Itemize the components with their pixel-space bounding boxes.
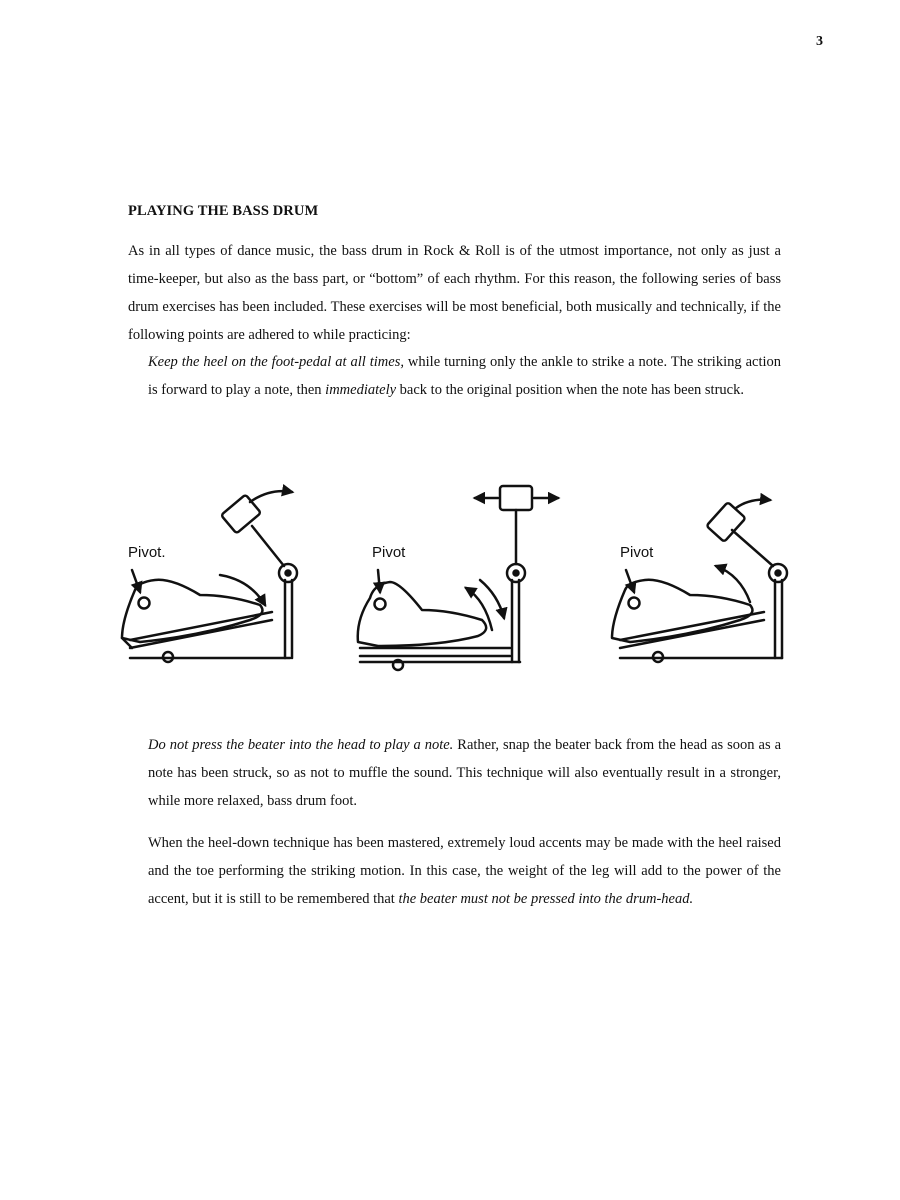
footboard-3 <box>620 612 764 640</box>
pedal-figure-2 <box>358 486 558 670</box>
pivot-label-2: Pivot <box>372 544 406 561</box>
beater-technique-emphasis: Do not press the beater into the head to play a note. <box>148 737 454 753</box>
bass-pedal-illustration <box>100 470 800 690</box>
axle-2-dot <box>514 571 519 576</box>
ankle-3 <box>629 598 640 609</box>
pedal-figure-1 <box>122 491 297 662</box>
accent-technique-paragraph <box>148 829 781 913</box>
beater-arrow-1 <box>250 491 292 502</box>
beater-arrow-3 <box>736 500 770 508</box>
immediately-emphasis: immediately <box>325 382 397 398</box>
section-heading: PLAYING THE BASS DRUM <box>128 203 319 219</box>
axle-1-dot <box>286 571 291 576</box>
accent-technique-text: When the heel-down technique has been mastered, extremely loud accents may be made with the heel raised and the toe performing the striking motion. In this case, the weight of the leg will add to the power of the accent, but it is still to be remembered that <box>148 835 781 907</box>
motion-arrow-2-down <box>480 580 504 618</box>
motion-arrow-2-up <box>466 588 492 630</box>
foot-2 <box>358 582 486 646</box>
footboard-3-lower <box>620 620 764 648</box>
pedal-diagram-svg <box>100 470 800 690</box>
axle-3-dot <box>776 571 781 576</box>
ankle-2 <box>375 599 386 610</box>
beater-shaft-3 <box>732 530 773 566</box>
heel-instruction-text-b: back to the original position when the note has been struck. <box>396 382 744 398</box>
footboard-1 <box>130 612 272 640</box>
intro-paragraph: As in all types of dance music, the bass drum in Rock & Roll is of the utmost importance, not only as just a time-keeper, but also as the bass part, or “bottom” of each rhythm. For this reason, the following series of bass drum exercises has been included. These exercises will be most beneficial, both musically and technically, if the following points are adhered to while practicing: <box>128 243 781 343</box>
beater-head-1 <box>221 495 261 534</box>
pedal-figure-3 <box>612 500 787 662</box>
heel-instruction-text-a: while turning only the ankle to strike a note. The striking action is forward to play a note, then <box>148 354 781 398</box>
beater-technique-text: Rather, snap the beater back from the head as soon as a note has been struck, so as not to muffle the sound. This technique will also eventually result in a stronger, while more relaxed, bass drum foot. <box>148 737 782 809</box>
pivot-label-1: Pivot. <box>128 544 166 561</box>
heel-instruction-paragraph <box>148 348 781 404</box>
pivot-label-3: Pivot <box>620 544 654 561</box>
pivot-arrow-3 <box>626 570 634 592</box>
pivot-arrow-2 <box>378 570 380 592</box>
foot-1 <box>122 580 262 642</box>
beater-head-2 <box>500 486 532 510</box>
beater-technique-paragraph <box>148 731 781 815</box>
heel-instruction-emphasis: Keep the heel on the foot-pedal at all times, <box>148 354 404 370</box>
beater-shaft-1 <box>252 526 284 566</box>
accent-technique-emphasis: the beater must not be pressed into the drum-head. <box>398 891 694 907</box>
page-number: 3 <box>816 34 823 49</box>
ankle-1 <box>139 598 150 609</box>
